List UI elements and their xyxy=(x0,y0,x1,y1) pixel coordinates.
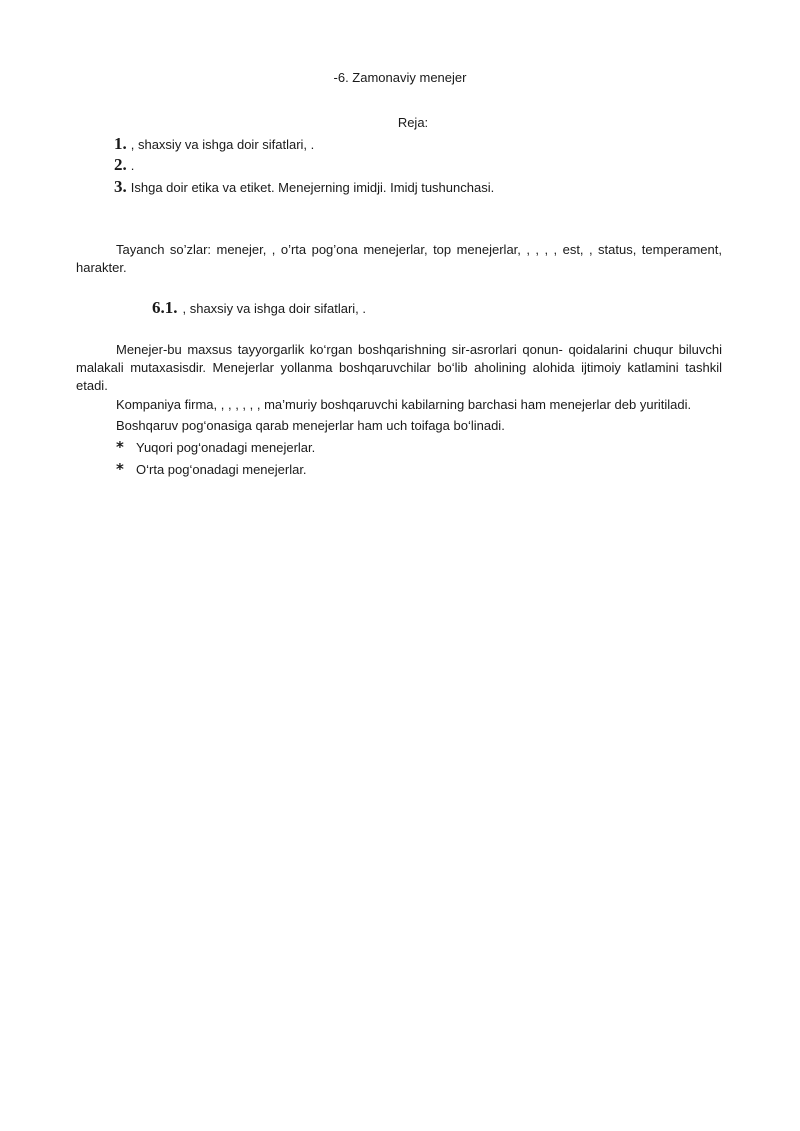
asterisk-icon: * xyxy=(116,460,124,478)
bullet-text: O‘rta pog‘onadagi menejerlar. xyxy=(136,462,307,477)
plan-item-number: 3. xyxy=(114,177,127,196)
plan-item-text: Ishga doir etika va etiket. Menejerning imidji. Imidj tushunchasi. xyxy=(130,180,495,195)
bullet-item xyxy=(116,459,307,480)
plan-item-text: , shaxsiy va ishga doir sifatlari, . xyxy=(130,137,315,152)
section-heading xyxy=(152,298,366,318)
plan-item-number: 2. xyxy=(114,155,127,174)
bullet-item xyxy=(116,437,315,458)
plan-item-text: . xyxy=(130,158,135,173)
section-title: , shaxsiy va ishga doir sifatlari, . xyxy=(182,301,367,316)
body-line: Boshqaruv pog‘onasiga qarab menejerlar ham uch toifaga bo‘linadi. xyxy=(116,418,505,433)
document-title: -6. Zamonaviy menejer xyxy=(333,70,467,85)
keywords-paragraph: Tayanch so’zlar: menejer, , o’rta pog’ona menejerlar, top menejerlar, , , , , est, , status, temperament, harakter. xyxy=(76,242,722,275)
bullet-text: Yuqori pog‘onadagi menejerlar. xyxy=(136,440,316,455)
plan-item-number: 1. xyxy=(114,134,127,153)
plan-item-3 xyxy=(114,177,494,198)
plan-item-1 xyxy=(114,134,314,155)
section-number: 6.1. xyxy=(152,298,178,317)
asterisk-icon: * xyxy=(116,438,124,456)
body-paragraph: Menejer-bu maxsus tayyorgarlik ko‘rgan boshqarishning sir-asrorlari qonun- qoidalarini chuqur biluvchi malakali mutaxasisdir. Menejerlar yollanma boshqaruvchilar bo‘lib aholining alohida ijtimoiy katlamini tashkil etadi. xyxy=(76,342,722,393)
plan-heading: Reja: xyxy=(397,115,429,130)
plan-item-2 xyxy=(114,155,134,176)
body-line: Kompaniya firma, , , , , , , ma’muriy boshqaruvchi kabilarning barchasi ham menejerlar deb yuritiladi. xyxy=(116,397,692,412)
